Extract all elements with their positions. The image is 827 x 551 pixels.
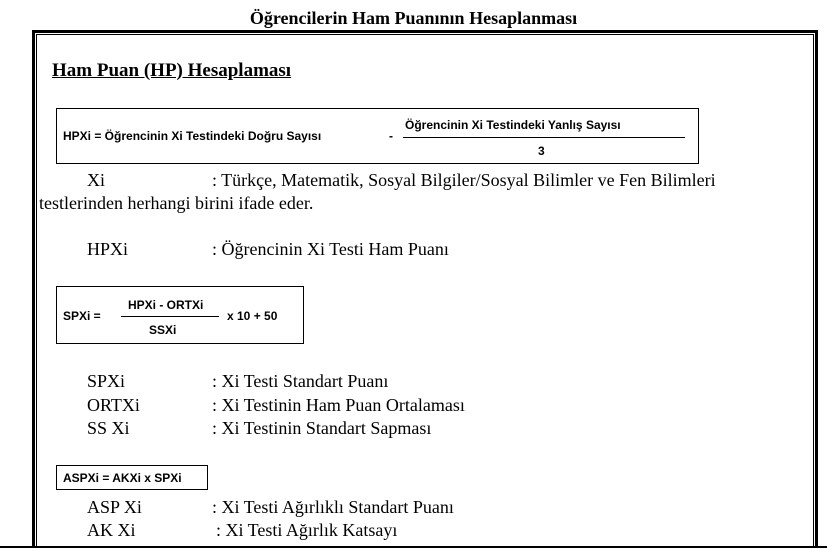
xi-definition: : Türkçe, Matematik, Sosyal Bilgiler/Sosyal Bilimler ve Fen Bilimleri bbox=[212, 170, 716, 190]
spxi-term: SPXi bbox=[87, 371, 126, 391]
asp-formula-box bbox=[56, 465, 208, 490]
sp-formula-lhs: SPXi = bbox=[63, 309, 101, 323]
sp-formula-box bbox=[56, 286, 304, 344]
ssxi-term: SS Xi bbox=[87, 418, 130, 438]
hp-formula-lhs: HPXi = Öğrencinin Xi Testindeki Doğru Sayısı bbox=[63, 129, 322, 143]
aspxi-term: ASP Xi bbox=[87, 497, 142, 517]
sp-fraction-bar bbox=[121, 316, 219, 317]
xi-term: Xi bbox=[87, 170, 105, 190]
hp-formula-numerator: Öğrencinin Xi Testindeki Yanlış Sayısı bbox=[405, 118, 621, 132]
asp-formula: ASPXi = AKXi x SPXi bbox=[63, 471, 182, 485]
akxi-term: AK Xi bbox=[87, 520, 136, 540]
bottom-rule bbox=[0, 546, 827, 548]
hpxi-term: HPXi bbox=[87, 239, 129, 259]
hp-formula-box bbox=[56, 108, 699, 164]
aspxi-definition: : Xi Testi Ağırlıklı Standart Puanı bbox=[212, 497, 454, 517]
xi-definition-cont: testlerinden herhangi birini ifade eder. bbox=[39, 193, 314, 213]
ortxi-term: ORTXi bbox=[87, 395, 140, 415]
sp-formula-numerator: HPXi - ORTXi bbox=[128, 298, 204, 312]
akxi-definition: : Xi Testi Ağırlık Katsayı bbox=[216, 520, 398, 540]
document-title: Öğrencilerin Ham Puanının Hesaplanması bbox=[249, 8, 578, 28]
spxi-definition: : Xi Testi Standart Puanı bbox=[212, 371, 389, 391]
sp-formula-rhs: x 10 + 50 bbox=[227, 309, 278, 323]
ssxi-definition: : Xi Testinin Standart Sapması bbox=[212, 418, 432, 438]
hpxi-definition: : Öğrencinin Xi Testi Ham Puanı bbox=[212, 239, 449, 259]
hp-formula-minus: - bbox=[389, 129, 393, 143]
hp-fraction-bar bbox=[403, 137, 685, 138]
ortxi-definition: : Xi Testinin Ham Puan Ortalaması bbox=[212, 395, 465, 415]
sp-formula-denominator: SSXi bbox=[149, 323, 177, 337]
section-title: Ham Puan (HP) Hesaplaması bbox=[52, 60, 292, 81]
hp-formula-denominator: 3 bbox=[538, 144, 545, 158]
